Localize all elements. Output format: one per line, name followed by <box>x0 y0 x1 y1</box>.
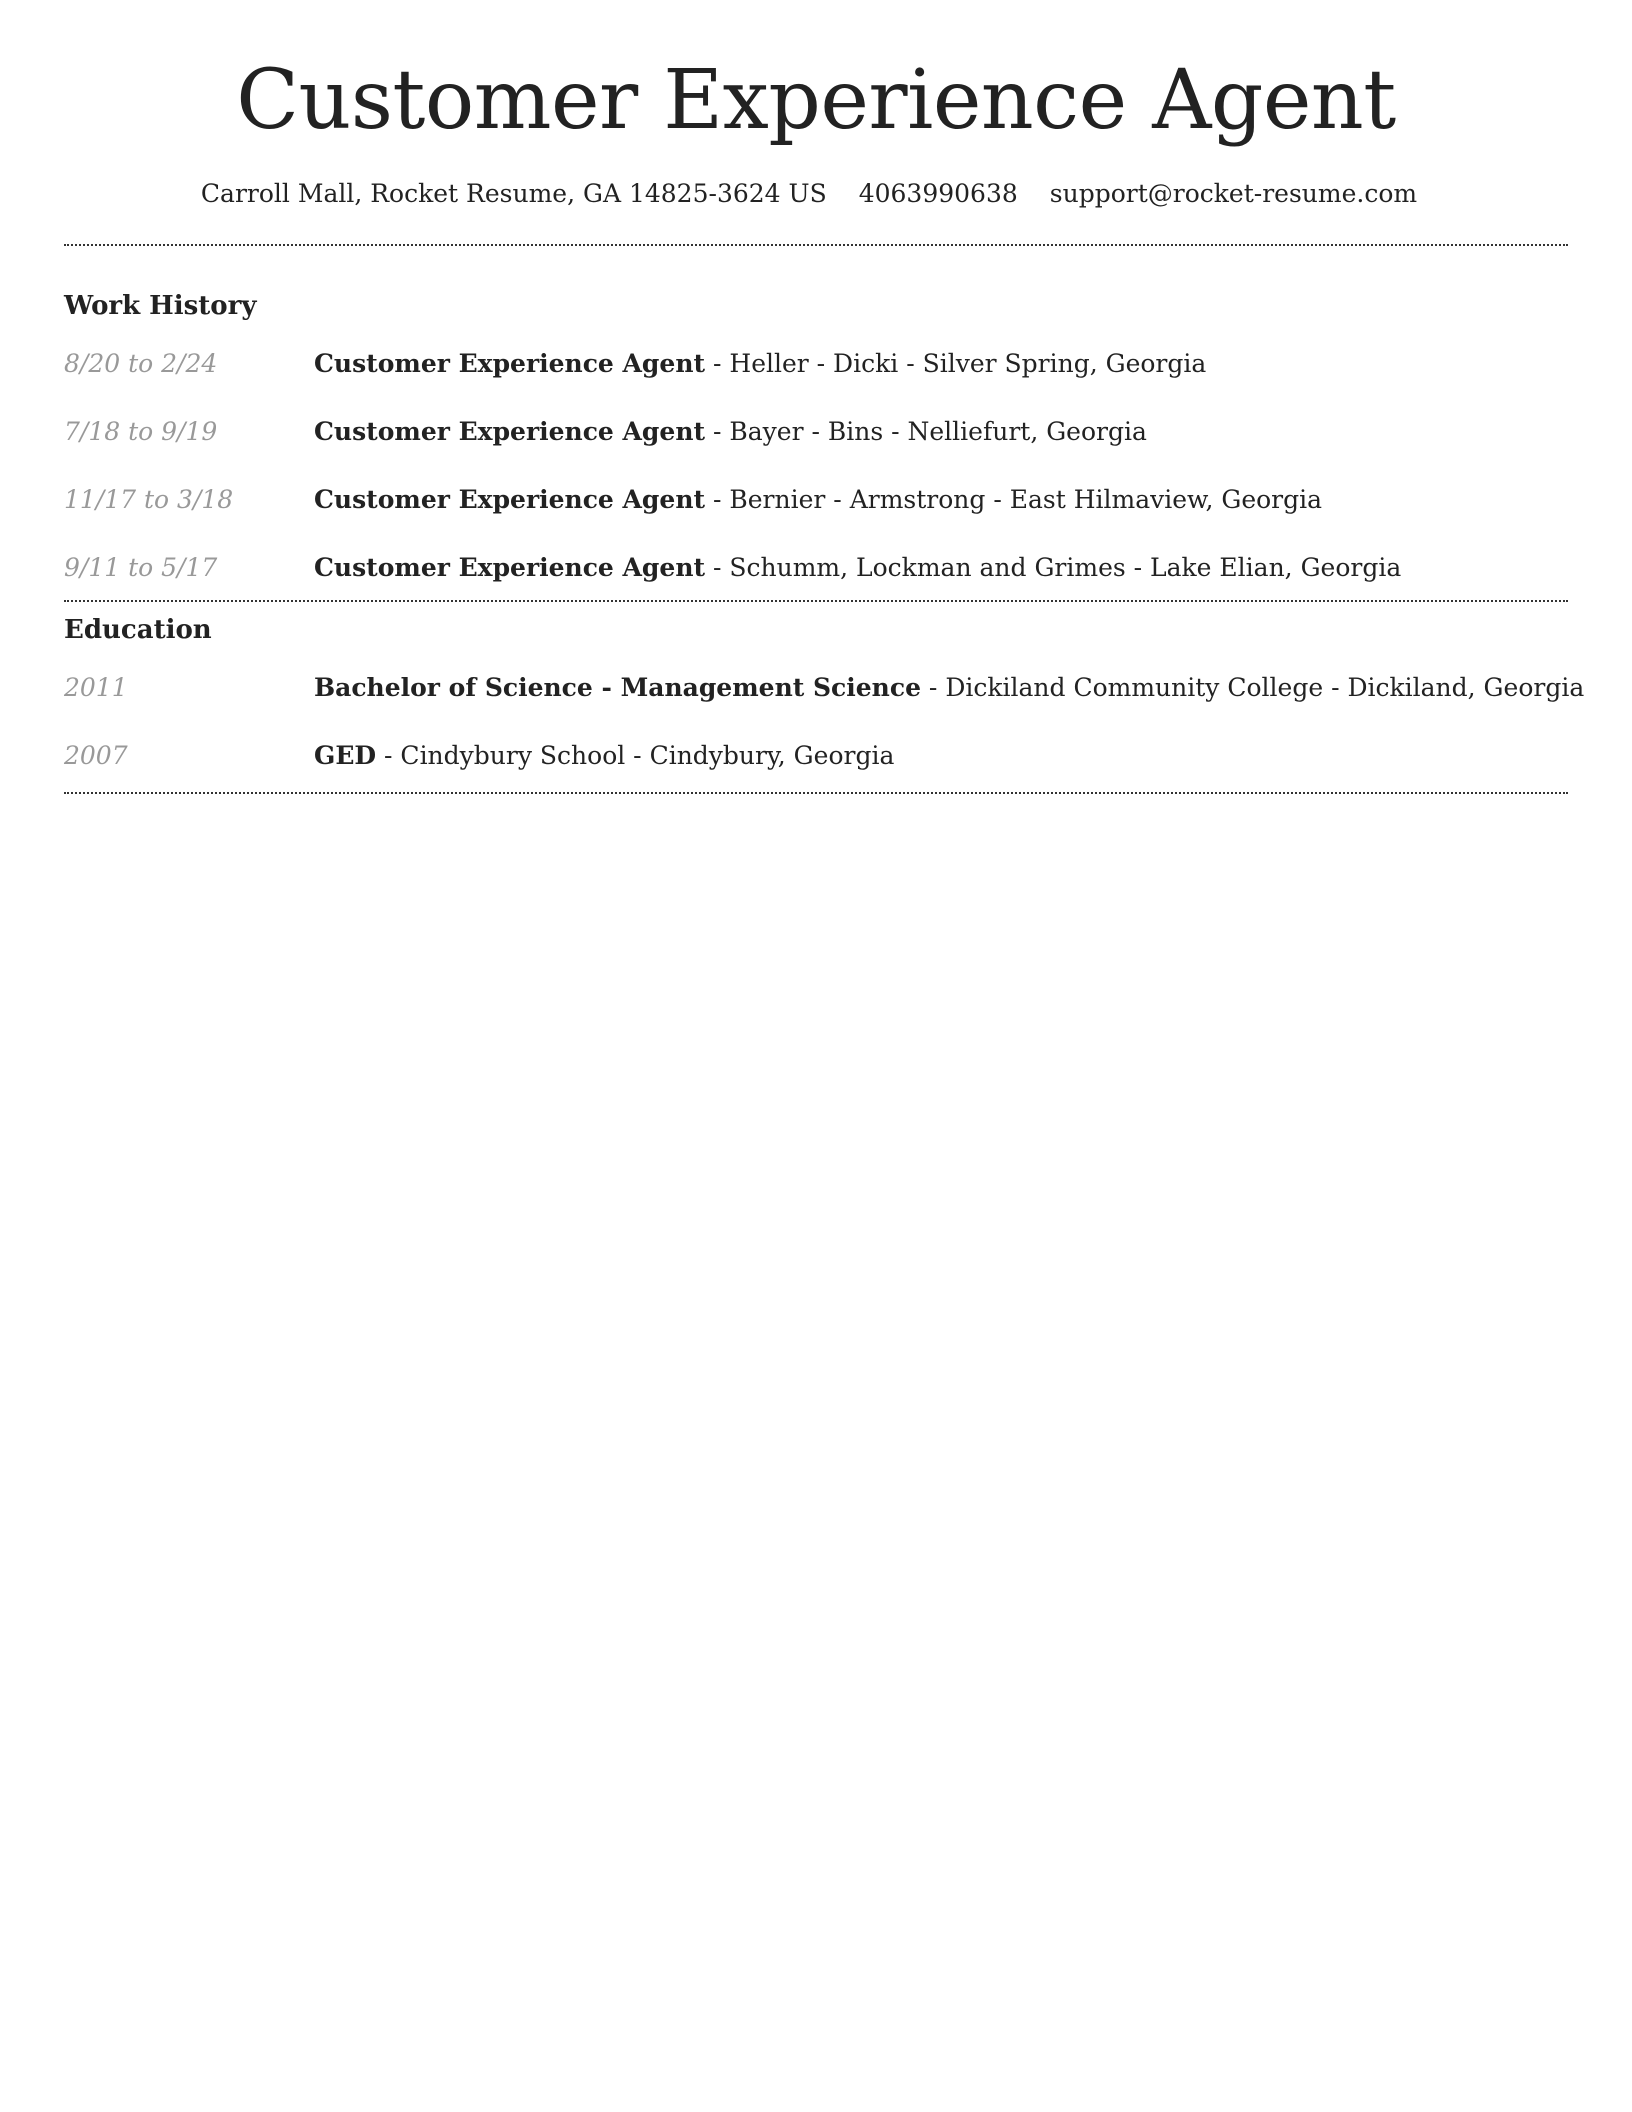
contact-email: support@rocket-resume.com <box>1049 179 1418 208</box>
work-entry-dates: 11/17 to 3/18 <box>64 485 234 514</box>
contact-info <box>64 178 1568 210</box>
resume-header <box>64 0 1568 210</box>
work-entry-text <box>314 552 1568 584</box>
education-entry-details: - Dickiland Community College - Dickiland, Georgia <box>920 673 1585 702</box>
work-entry <box>64 348 1568 416</box>
work-entry-text <box>314 348 1568 380</box>
education-entry-text <box>314 740 1568 772</box>
work-entry-dates: 7/18 to 9/19 <box>64 417 218 446</box>
education-section <box>64 602 1585 780</box>
contact-phone: 4063990638 <box>858 179 1018 208</box>
work-entry-details: - Bayer - Bins - Nelliefurt, Georgia <box>705 417 1147 446</box>
candidate-name: Customer Experience Agent <box>236 53 1396 148</box>
work-entry-details: - Heller - Dicki - Silver Spring, Georgia <box>705 349 1207 378</box>
education-list <box>64 672 1585 780</box>
education-entry <box>64 672 1585 740</box>
education-entry-title: GED <box>314 741 377 770</box>
work-entry-dates: 9/11 to 5/17 <box>64 553 218 582</box>
work-entry-title: Customer Experience Agent <box>314 553 706 582</box>
work-entry-dates: 8/20 to 2/24 <box>64 349 218 378</box>
education-title: Education <box>64 615 212 645</box>
education-entry-dates: 2007 <box>64 741 128 770</box>
education-divider <box>64 792 1568 794</box>
work-entry-text <box>314 416 1568 448</box>
work-entry-title: Customer Experience Agent <box>314 485 706 514</box>
contact-address: Carroll Mall, Rocket Resume, GA 14825-3624 US <box>200 179 827 208</box>
work-entry <box>64 416 1568 484</box>
education-entry-details: - Cindybury School - Cindybury, Georgia <box>376 741 895 770</box>
education-entry-title: Bachelor of Science - Management Science <box>314 673 921 702</box>
work-entry-title: Customer Experience Agent <box>314 349 706 378</box>
work-history-title: Work History <box>64 291 257 321</box>
work-entry-details: - Bernier - Armstrong - East Hilmaview, Georgia <box>705 485 1323 514</box>
work-history-section <box>64 246 1568 592</box>
work-entry-text <box>314 484 1568 516</box>
work-history-list <box>64 348 1568 592</box>
education-entry-dates: 2011 <box>64 673 128 702</box>
work-entry <box>64 552 1568 592</box>
education-entry-text <box>314 672 1584 704</box>
work-entry-details: - Schumm, Lockman and Grimes - Lake Elian, Georgia <box>705 553 1402 582</box>
education-entry <box>64 740 1568 780</box>
work-entry-title: Customer Experience Agent <box>314 417 706 446</box>
work-entry <box>64 484 1568 552</box>
